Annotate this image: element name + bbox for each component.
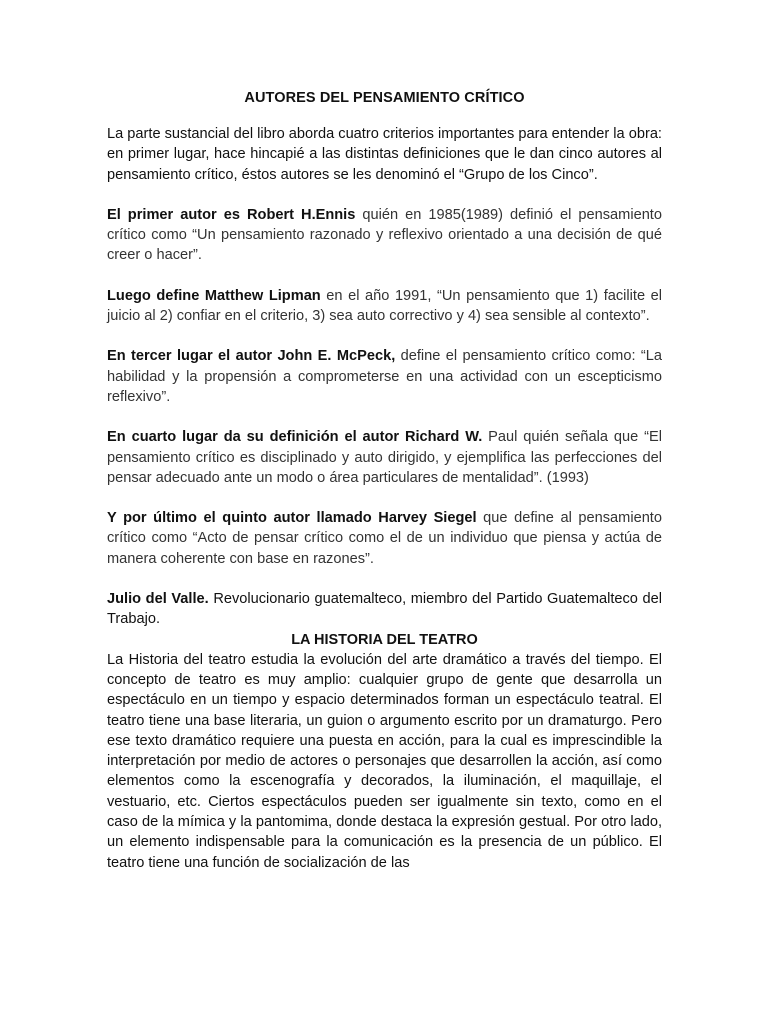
- history-paragraph: La Historia del teatro estudia la evolución del arte dramático a través del tiempo. El concepto de teatro es muy amplio: cualquier grupo de gente que desarrolla un espectáculo en un tiempo y espacio determinados forman un espectáculo teatral. El teatro tiene una base literaria, un guion o argumento escrito por un dramaturgo. Pero ese texto dramático requiere una puesta en acción, para la cual es imprescindible la interpretación por medio de actores o personajes que desarrollen la acción, así como elementos como la escenografía y decorados, la iluminación, el maquillaje, el vestuario, etc. Ciertos espectáculos pueden ser igualmente sin texto, como en el caso de la mímica y la pantomima, donde destaca la expresión gestual. Por otro lado, un elemento indispensable para la comunicación es la presencia de un público. El teatro tiene una función de socialización de las: [107, 651, 662, 871]
- author-paragraph-3: [107, 346, 662, 407]
- julio-paragraph: [107, 589, 662, 630]
- author-text: Paul quién señala que “El pensamiento crítico es disciplinado y auto dirigido, y ejemplifica las perfecciones del pensar adecuado ante un modo o área particulares de mentalidad”. (1993): [107, 429, 662, 486]
- julio-lead: Julio del Valle.: [107, 591, 209, 608]
- author-lead: Y por último el quinto autor llamado Harvey Siegel: [107, 510, 477, 527]
- author-text: en el año 1991, “Un pensamiento que 1) facilite el juicio al 2) confiar en el criterio, 3) sea auto correctivo y 4) sea sensible al contexto”.: [107, 287, 663, 325]
- author-text: define el pensamiento crítico como: “La habilidad y la propensión a comprometerse en una actividad con un escepticismo reflexivo”.: [107, 348, 662, 405]
- author-lead: Luego define Matthew Lipman: [107, 287, 321, 304]
- section-title: LA HISTORIA DEL TEATRO: [291, 631, 478, 648]
- author-paragraph-4: [107, 427, 662, 488]
- author-lead: En tercer lugar el autor John E. McPeck,: [107, 348, 396, 365]
- author-text: que define al pensamiento crítico como “Acto de pensar crítico como el de un individuo que piensa y actúa de manera coherente con base en razones”.: [107, 510, 662, 567]
- author-paragraph-2: [107, 286, 662, 327]
- julio-text: Revolucionario guatemalteco, miembro del Partido Guatemalteco del Trabajo.: [107, 591, 663, 628]
- author-lead: El primer autor es Robert H.Ennis: [107, 206, 356, 223]
- intro-paragraph: La parte sustancial del libro aborda cuatro criterios importantes para entender la obra: en primer lugar, hace hincapié a las distintas definiciones que le dan cinco autores al pensamiento crítico, éstos autores se les denominó el “Grupo de los Cinco”.: [107, 126, 662, 183]
- author-lead: En cuarto lugar da su definición el autor Richard W.: [107, 429, 483, 446]
- page-title: AUTORES DEL PENSAMIENTO CRÍTICO: [244, 90, 525, 106]
- author-paragraph-5: [107, 508, 662, 569]
- author-text: quién en 1985(1989) definió el pensamiento crítico como “Un pensamiento razonado y reflexivo orientado a una decisión de qué creer o hacer”.: [107, 206, 662, 264]
- author-paragraph-1: [107, 205, 662, 266]
